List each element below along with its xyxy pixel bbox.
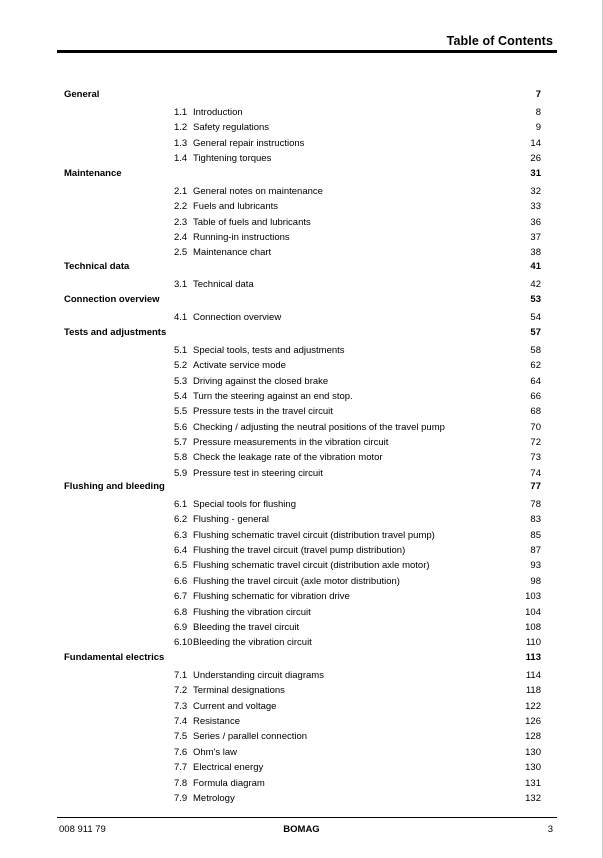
toc-entry-page: 103	[525, 591, 541, 603]
toc-entry-title: Bleeding the vibration circuit	[193, 637, 312, 649]
toc-entry-number: 7.6	[174, 746, 188, 758]
toc-section-title: Technical data	[64, 261, 130, 272]
toc-entry-number: 7.9	[174, 792, 188, 804]
toc-entry-page: 37	[530, 232, 541, 244]
toc-entry-number: 4.1	[174, 312, 188, 323]
toc-entry[interactable]	[0, 467, 603, 481]
toc-entry-number: 6.2	[174, 514, 188, 526]
toc-entry-title: General notes on maintenance	[193, 186, 323, 197]
toc-entry-page: 58	[530, 345, 541, 356]
toc-entry[interactable]	[0, 606, 603, 620]
toc-entry-title: Flushing the vibration circuit	[193, 606, 311, 618]
toc-section-page: 77	[530, 481, 541, 492]
toc-entry[interactable]	[0, 375, 603, 389]
toc-entry[interactable]	[0, 278, 603, 292]
toc-entry-number: 6.3	[174, 529, 188, 541]
toc-entry-page: 70	[530, 421, 541, 433]
toc-entry[interactable]	[0, 792, 603, 806]
toc-entry-title: Flushing schematic travel circuit (distribution travel pump)	[193, 529, 435, 541]
toc-entry-page: 110	[525, 637, 541, 649]
brand-name: BOMAG	[283, 824, 320, 835]
toc-entry-page: 33	[530, 201, 541, 213]
toc-entry-page: 26	[530, 153, 541, 165]
toc-section-title: Fundamental electrics	[64, 652, 165, 663]
toc-entry-title: Series / parallel connection	[193, 731, 308, 743]
toc-entry[interactable]	[0, 544, 603, 558]
toc-entry-number: 2.2	[174, 201, 188, 213]
toc-entry-number: 7.1	[174, 670, 188, 681]
toc-section-page: 53	[530, 294, 541, 305]
toc-entry-number: 2.5	[174, 247, 188, 259]
toc-entry-page: 8	[535, 107, 541, 118]
toc-entry-title: Current and voltage	[193, 700, 277, 712]
toc-entry-title: Fuels and lubricants	[193, 201, 279, 213]
toc-entry-number: 6.4	[174, 545, 188, 556]
toc-entry-page: 130	[525, 746, 541, 758]
toc-entry-page: 74	[530, 467, 541, 479]
toc-entry-number: 5.6	[174, 421, 188, 433]
toc-entry-title: Bleeding the travel circuit	[193, 621, 300, 633]
toc-entry-page: 87	[530, 545, 541, 556]
toc-section[interactable]	[0, 88, 603, 102]
toc-entry-number: 2.1	[174, 186, 188, 197]
toc-entry[interactable]	[0, 700, 603, 714]
page-title: Table of Contents	[446, 34, 553, 48]
toc-entry[interactable]	[0, 715, 603, 729]
toc-section[interactable]	[0, 293, 603, 307]
toc-entry-page: 98	[530, 575, 541, 587]
toc-entry-number: 6.8	[174, 606, 188, 618]
toc-entry-number: 1.3	[174, 137, 188, 149]
page-number: 3	[547, 824, 553, 835]
toc-entry-number: 5.3	[174, 375, 188, 387]
toc-section[interactable]	[0, 480, 603, 494]
toc-entry-title: Pressure tests in the travel circuit	[193, 406, 333, 418]
toc-entry-page: 108	[525, 621, 541, 633]
toc-entry-title: Pressure measurements in the vibration circuit	[193, 437, 389, 449]
toc-entry-page: 118	[525, 685, 541, 697]
toc-entry[interactable]	[0, 359, 603, 373]
toc-entry-title: Pressure test in steering circuit	[193, 467, 323, 479]
toc-entry-page: 122	[525, 700, 541, 712]
toc-entry-number: 5.1	[174, 345, 188, 356]
toc-entry-title: Checking / adjusting the neutral positions of the travel pump	[193, 421, 445, 433]
toc-entry[interactable]	[0, 152, 603, 166]
toc-section-page: 31	[530, 168, 541, 179]
toc-entry[interactable]	[0, 311, 603, 325]
toc-entry-title: Metrology	[193, 792, 235, 804]
toc-entry[interactable]	[0, 231, 603, 245]
toc-entry[interactable]	[0, 498, 603, 512]
toc-entry-page: 54	[530, 312, 541, 323]
toc-entry-page: 14	[530, 137, 541, 149]
toc-entry-page: 68	[530, 406, 541, 418]
toc-entry[interactable]	[0, 621, 603, 635]
toc-entry-number: 7.8	[174, 777, 188, 789]
toc-entry-page: 130	[525, 762, 541, 774]
toc-entry-page: 42	[530, 279, 541, 290]
toc-entry-page: 126	[525, 716, 541, 727]
toc-entry-number: 1.1	[174, 107, 188, 118]
toc-entry[interactable]	[0, 185, 603, 199]
toc-entry-number: 6.5	[174, 560, 188, 572]
toc-entry[interactable]	[0, 106, 603, 120]
toc-entry-number: 2.4	[174, 232, 188, 244]
toc-section-page: 7	[535, 89, 541, 100]
toc-section-title: General	[64, 89, 100, 100]
toc-entry-title: Flushing schematic travel circuit (distribution axle motor)	[193, 560, 430, 572]
toc-entry-page: 132	[525, 792, 541, 804]
toc-entry-title: Special tools for flushing	[193, 499, 296, 510]
toc-entry-title: Table of fuels and lubricants	[193, 216, 311, 228]
toc-section[interactable]	[0, 651, 603, 665]
toc-entry-page: 104	[525, 606, 541, 618]
toc-entry-title: Maintenance chart	[193, 247, 272, 259]
toc-entry-number: 6.7	[174, 591, 188, 603]
toc-entry-title: Special tools, tests and adjustments	[193, 345, 345, 356]
toc-entry-number: 7.3	[174, 700, 188, 712]
toc-entry[interactable]	[0, 636, 603, 650]
toc-entry-number: 1.2	[174, 122, 188, 134]
toc-entry[interactable]	[0, 590, 603, 604]
toc-entry-page: 62	[530, 360, 541, 372]
toc-entry-title: Flushing the travel circuit (travel pump distribution)	[193, 545, 406, 556]
toc-entry-page: 83	[530, 514, 541, 526]
toc-entry[interactable]	[0, 451, 603, 465]
toc-entry-page: 38	[530, 247, 541, 259]
toc-entry[interactable]	[0, 200, 603, 214]
toc-entry-page: 93	[530, 560, 541, 572]
toc-entry[interactable]	[0, 121, 603, 135]
toc-entry-number: 5.4	[174, 391, 188, 403]
toc-entry-number: 5.2	[174, 360, 188, 372]
toc-section-title: Maintenance	[64, 168, 122, 179]
toc-entry-number: 2.3	[174, 216, 188, 228]
toc-entry[interactable]	[0, 390, 603, 404]
toc-entry[interactable]	[0, 761, 603, 775]
toc-entry[interactable]	[0, 777, 603, 791]
toc-entry[interactable]	[0, 344, 603, 358]
toc-section-title: Flushing and bleeding	[64, 481, 165, 492]
toc-section-title: Tests and adjustments	[64, 327, 167, 338]
toc-entry-number: 5.8	[174, 452, 188, 464]
toc-entry-title: Terminal designations	[193, 685, 285, 697]
toc-entry-page: 66	[530, 391, 541, 403]
toc-entry-title: Flushing - general	[193, 514, 270, 526]
toc-entry-page: 78	[530, 499, 541, 510]
toc-entry-page: 64	[530, 375, 541, 387]
toc-section[interactable]	[0, 260, 603, 274]
toc-section-page: 41	[530, 261, 541, 272]
toc-section[interactable]	[0, 167, 603, 181]
toc-entry-title: Activate service mode	[193, 360, 286, 372]
toc-entry-page: 72	[530, 437, 541, 449]
toc-entry-title: Driving against the closed brake	[193, 375, 329, 387]
toc-entry-title: Flushing the travel circuit (axle motor distribution)	[193, 575, 400, 587]
toc-entry-page: 36	[530, 216, 541, 228]
toc-section[interactable]	[0, 326, 603, 340]
toc-entry-number: 7.7	[174, 762, 188, 774]
toc-entry-page: 131	[525, 777, 541, 789]
toc-entry-title: Turn the steering against an end stop.	[193, 391, 353, 403]
toc-section-title: Connection overview	[64, 294, 160, 305]
toc-entry-title: Electrical energy	[193, 762, 264, 774]
toc-entry-number: 6.6	[174, 575, 188, 587]
toc-entry[interactable]	[0, 684, 603, 698]
toc-entry-number: 3.1	[174, 279, 188, 290]
toc-entry-title: Formula diagram	[193, 777, 265, 789]
toc-entry[interactable]	[0, 746, 603, 760]
toc-entry-title: Understanding circuit diagrams	[193, 670, 324, 681]
toc-entry[interactable]	[0, 529, 603, 543]
toc-entry-number: 6.9	[174, 621, 188, 633]
toc-entry[interactable]	[0, 730, 603, 744]
toc-entry-page: 85	[530, 529, 541, 541]
toc-entry-title: Ohm's law	[193, 746, 238, 758]
toc-entry[interactable]	[0, 216, 603, 230]
toc-entry[interactable]	[0, 405, 603, 419]
toc-entry[interactable]	[0, 575, 603, 589]
toc-entry-number: 7.4	[174, 716, 188, 727]
toc-entry-number: 5.7	[174, 437, 188, 449]
toc-entry-number: 6.10	[174, 637, 193, 649]
toc-entry-page: 9	[535, 122, 541, 134]
toc-entry-title: General repair instructions	[193, 137, 305, 149]
toc-entry-number: 5.9	[174, 467, 188, 479]
toc-entry-title: Introduction	[193, 107, 243, 118]
toc-section-page: 57	[530, 327, 541, 338]
toc-entry-number: 1.4	[174, 153, 188, 165]
toc-entry-title: Safety regulations	[193, 122, 270, 134]
footer-rule	[57, 817, 557, 818]
toc-section-page: 113	[525, 652, 541, 663]
document-number: 008 911 79	[59, 824, 106, 835]
toc-entry-title: Connection overview	[193, 312, 282, 323]
toc-entry-title: Flushing schematic for vibration drive	[193, 591, 350, 603]
toc-entry-page: 73	[530, 452, 541, 464]
toc-entry-number: 5.5	[174, 406, 188, 418]
toc-entry[interactable]	[0, 137, 603, 151]
toc-entry-title: Tightening torques	[193, 153, 272, 165]
toc-entry[interactable]	[0, 513, 603, 527]
toc-entry[interactable]	[0, 436, 603, 450]
toc-entry-number: 7.5	[174, 731, 188, 743]
toc-entry-page: 32	[530, 186, 541, 197]
toc-entry[interactable]	[0, 421, 603, 435]
toc-entry[interactable]	[0, 246, 603, 260]
toc-entry-title: Running-in instructions	[193, 232, 290, 244]
toc-entry-title: Resistance	[193, 716, 240, 727]
toc-entry[interactable]	[0, 559, 603, 573]
toc-entry-title: Technical data	[193, 279, 254, 290]
toc-entry-page: 128	[525, 731, 541, 743]
toc-entry-number: 7.2	[174, 685, 188, 697]
toc-entry-page: 114	[525, 670, 541, 681]
header-rule	[57, 50, 557, 53]
toc-entry-number: 6.1	[174, 499, 188, 510]
toc-entry[interactable]	[0, 669, 603, 683]
toc-entry-title: Check the leakage rate of the vibration motor	[193, 452, 383, 464]
